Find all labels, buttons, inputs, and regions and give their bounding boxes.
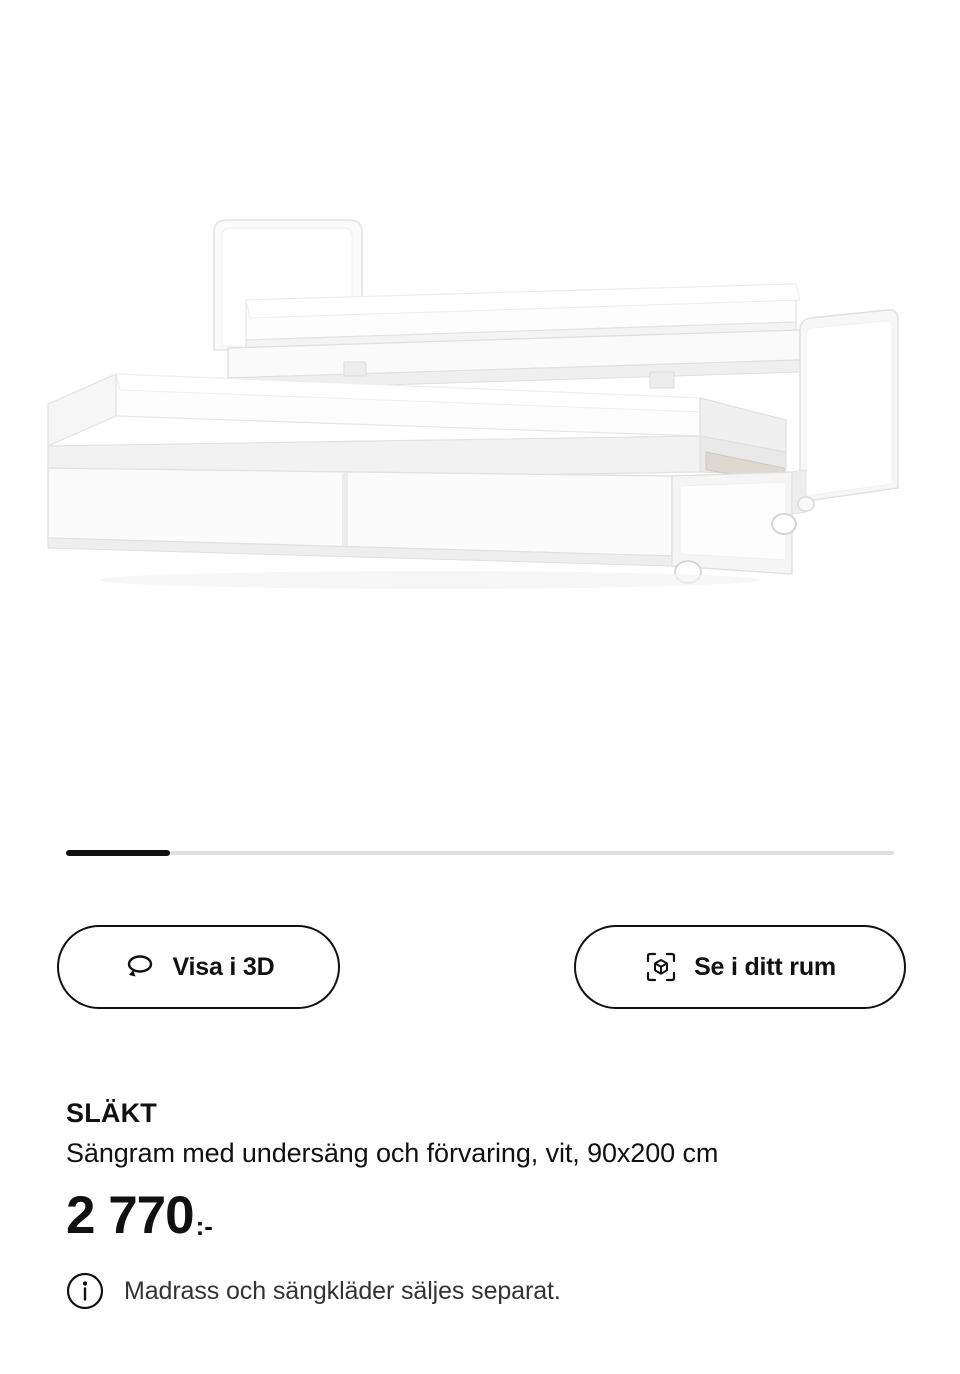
rotate-3d-icon [123,950,157,984]
price-value: 2 770 [66,1186,194,1246]
view-in-3d-label: Visa i 3D [172,952,275,981]
product-description: Sängram med undersäng och förvaring, vit, 90x200 cm [66,1138,719,1169]
gallery-progress-track[interactable] [66,851,894,855]
product-info [66,1097,896,1310]
info-icon [66,1272,104,1310]
gallery-progress-thumb[interactable] [66,850,170,856]
product-price [66,1186,896,1246]
product-note [66,1272,896,1310]
price-currency-suffix: :- [195,1211,213,1242]
view-in-3d-button[interactable] [57,925,340,1009]
gallery-actions [0,925,960,1013]
view-in-your-room-button[interactable] [574,925,906,1009]
ar-cube-icon [644,950,678,984]
view-in-your-room-label: Se i ditt rum [694,952,836,981]
product-brand-name: SLÄKT [66,1098,157,1128]
product-note-text: Madrass och sängkläder säljes separat. [124,1276,561,1305]
